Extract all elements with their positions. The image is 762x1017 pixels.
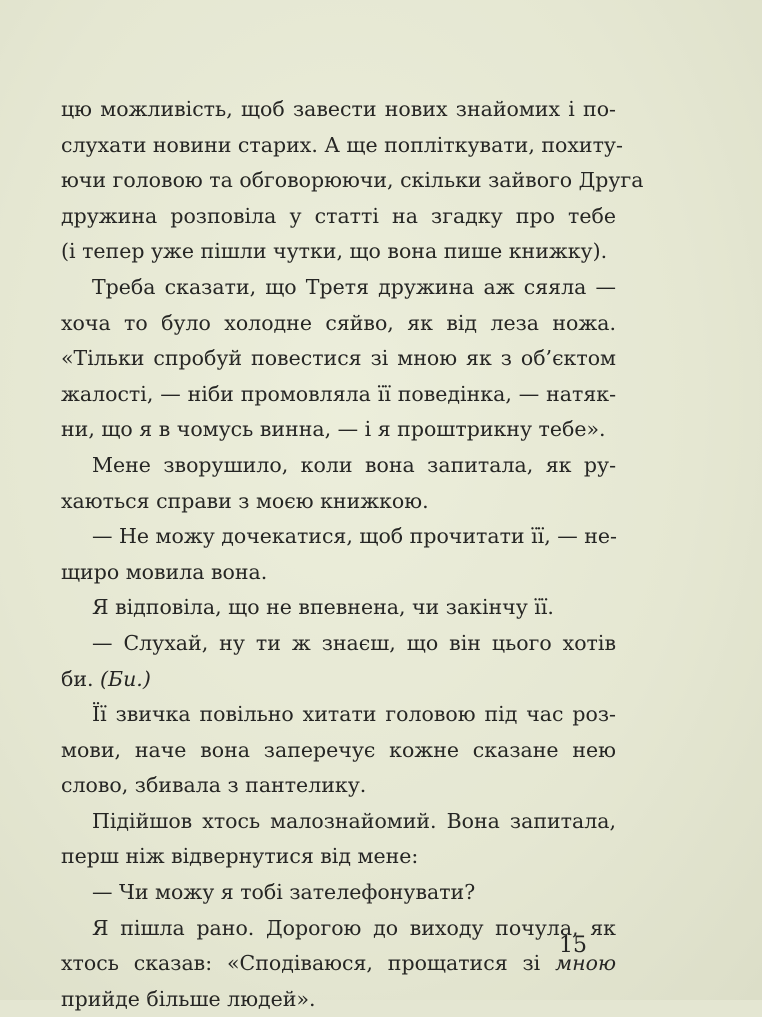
text-line: — Не можу дочекатися, щоб прочитати її, — не- [92,524,617,549]
italic-text: (Би.) [100,666,151,691]
text-line: дружина розповіла у статті на згадку про тебе [61,203,616,228]
text-line: жалості, — ніби промовляла її поведінка, — натяк- [61,381,616,406]
text-line: перш ніж відвернутися від мене: [61,844,419,869]
text-line: слово, збивала з пантелику. [61,773,367,798]
text-line: хаються справи з моєю книжкою. [61,488,429,513]
italic-text: мною [555,951,616,976]
text-line: Її звичка повільно хитати головою під час роз- [92,702,616,727]
body-text [61,92,644,1017]
text-line: ючи головою та обговорюючи, скільки зайвого Друга [61,168,644,193]
text-line: — Чи можу я тобі зателефонувати? [92,880,476,905]
text-line: мови, наче вона заперечує кожне сказане нею [61,737,616,762]
text-line: Мене зворушило, коли вона запитала, як ру- [92,452,616,477]
text-line: Підійшов хтось малознайомий. Вона запитала, [92,808,616,833]
text-line: щиро мовила вона. [61,559,268,584]
text-line: (і тепер уже пішли чутки, що вона пише книжку). [61,239,608,264]
text-line: хоча то було холодне сяйво, як від леза ножа. [61,310,616,335]
text-line: слухати новини старих. А ще попліткувати, похиту- [61,132,623,157]
text-line: цю можливість, щоб завести нових знайомих і по- [61,97,616,121]
text-line-start: би. [61,666,101,691]
text-line: Треба сказати, що Третя дружина аж сяяла — [92,274,616,299]
text-line: Я відповіла, що не впевнена, чи закінчу її. [92,595,554,620]
text-line-start: хтось сказав: «Сподіваюся, прощатися зі [61,951,556,976]
text-line: ни, що я в чомусь винна, — і я проштрикну тебе». [61,417,606,442]
text-line [61,662,616,698]
text-line: «Тільки спробуй повестися зі мною як з об’єктом [61,346,616,371]
text-line: прийде більше людей». [61,986,316,1011]
page-number: 15 [559,933,587,958]
text-line [61,946,616,982]
text-line: — Слухай, ну ти ж знаєш, що він цього хотів [92,630,616,655]
text-line: Я пішла рано. Дорогою до виходу почула, як [92,915,616,940]
